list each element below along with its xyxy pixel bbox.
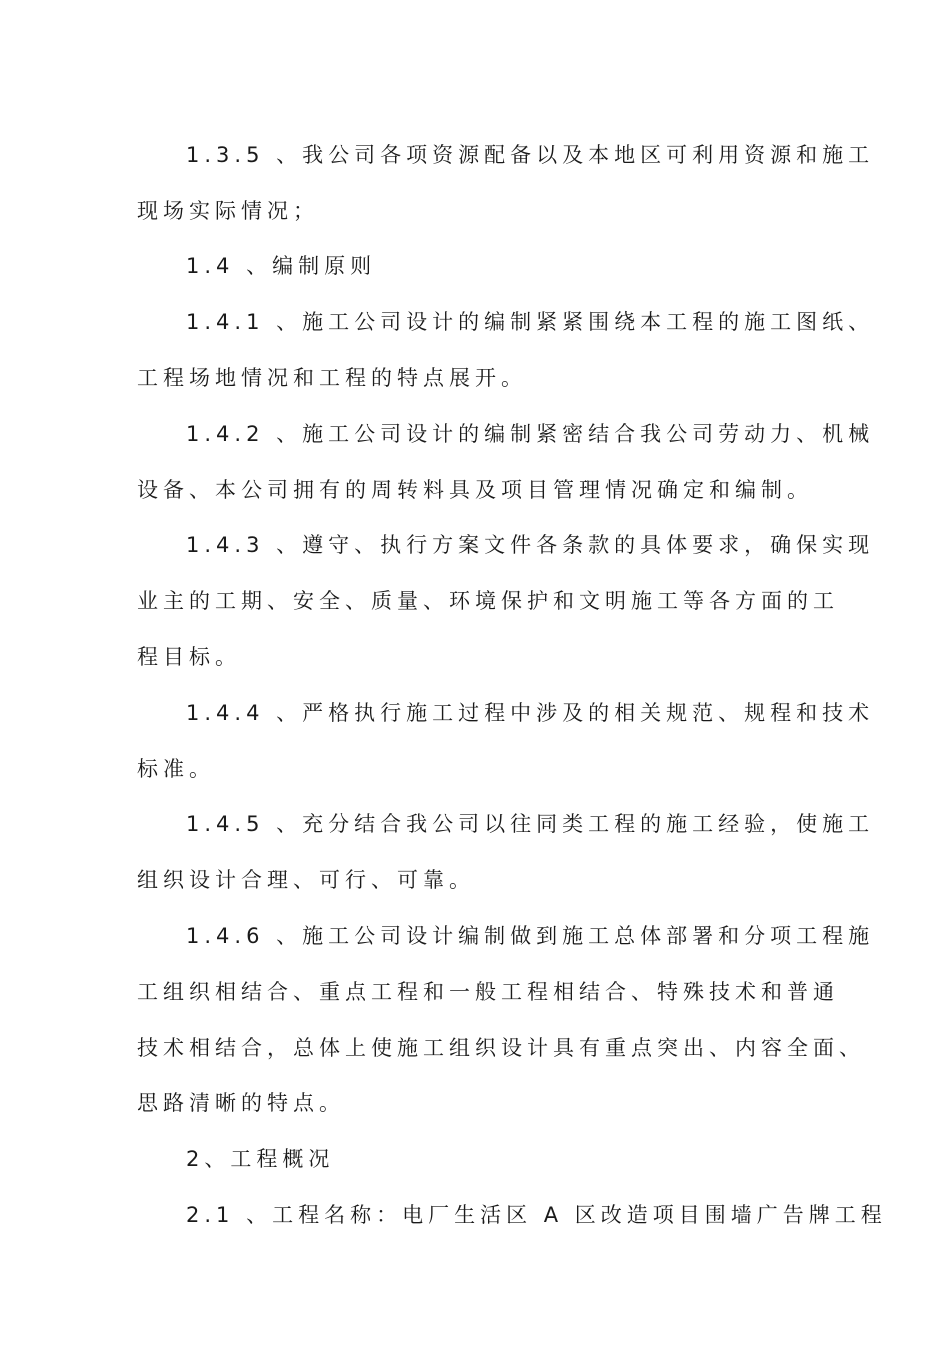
clause-1-4-6-line-3: 技术相结合，总体上使施工组织设计具有重点突出、内容全面、 <box>137 1036 865 1060</box>
clause-1-3-5-line-2: 现场实际情况； <box>137 199 319 223</box>
clause-1-4-6-line-4: 思路清晰的特点。 <box>137 1091 345 1115</box>
clause-2-1-line-1: 2.1 、工程名称：电厂生活区 A 区改造项目围墙广告牌工程 <box>186 1203 887 1227</box>
section-heading-1-4: 1.4 、编制原则 <box>186 254 377 278</box>
clause-1-4-5-line-2: 组织设计合理、可行、可靠。 <box>137 868 475 892</box>
clause-1-3-5-line-1: 1.3.5 、我公司各项资源配备以及本地区可利用资源和施工 <box>186 143 875 167</box>
clause-1-4-4-line-1: 1.4.4 、严格执行施工过程中涉及的相关规范、规程和技术 <box>186 701 875 725</box>
clause-1-4-2-line-1: 1.4.2 、施工公司设计的编制紧密结合我公司劳动力、机械 <box>186 422 875 446</box>
clause-1-4-3-line-2: 业主的工期、安全、质量、环境保护和文明施工等各方面的工 <box>137 589 839 613</box>
section-heading-2: 2、工程概况 <box>186 1147 335 1171</box>
clause-1-4-5-line-1: 1.4.5 、充分结合我公司以往同类工程的施工经验，使施工 <box>186 812 875 836</box>
clause-1-4-2-line-2: 设备、本公司拥有的周转料具及项目管理情况确定和编制。 <box>137 478 813 502</box>
clause-1-4-4-line-2: 标准。 <box>137 757 215 781</box>
clause-1-4-6-line-2: 工组织相结合、重点工程和一般工程相结合、特殊技术和普通 <box>137 980 839 1004</box>
clause-1-4-6-line-1: 1.4.6 、施工公司设计编制做到施工总体部署和分项工程施 <box>186 924 875 948</box>
clause-1-4-3-line-3: 程目标。 <box>137 645 241 669</box>
clause-1-4-1-line-1: 1.4.1 、施工公司设计的编制紧紧围绕本工程的施工图纸、 <box>186 310 875 334</box>
clause-1-4-3-line-1: 1.4.3 、遵守、执行方案文件各条款的具体要求，确保实现 <box>186 533 875 557</box>
clause-1-4-1-line-2: 工程场地情况和工程的特点展开。 <box>137 366 527 390</box>
